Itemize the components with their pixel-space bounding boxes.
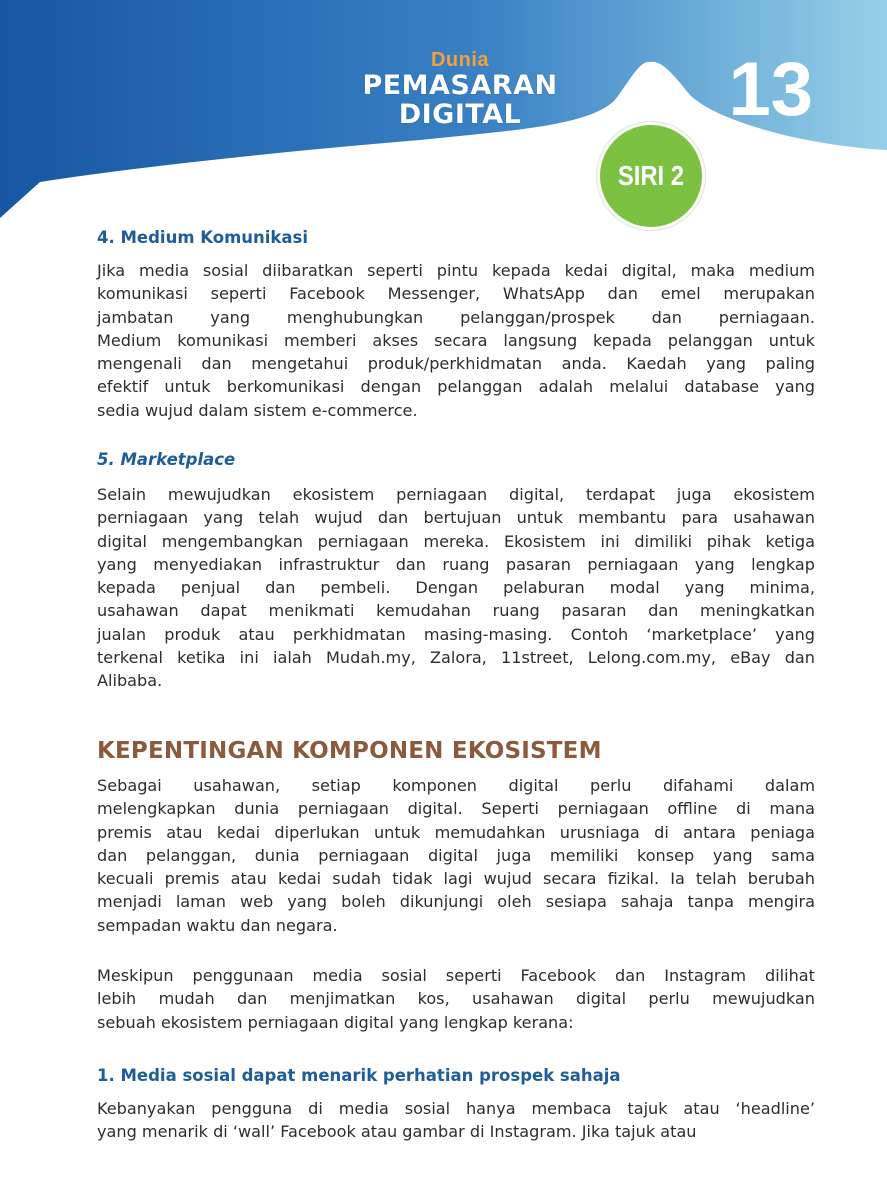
text-line: Sebagai usahawan, setiap komponen digital perlu difahami dalam [97, 776, 815, 795]
paragraph-medium-komunikasi [97, 259, 815, 422]
paragraph-media-sosial [97, 1097, 815, 1144]
series-badge [597, 122, 705, 230]
brand-top-text: Dunia [430, 49, 490, 71]
text-line: Kebanyakan pengguna di media sosial hanya membaca tajuk atau ‘headline’ [97, 1099, 815, 1118]
paragraph-marketplace [97, 483, 815, 693]
text-line: sedia wujud dalam sistem e-commerce. [97, 400, 418, 420]
text-line: Medium komunikasi memberi akses secara langsung kepada pelanggan untuk [97, 330, 815, 350]
paragraph-kepentingan-1 [97, 774, 815, 937]
text-line: perniagaan yang telah wujud dan bertujuan untuk membantu para usahawan [97, 508, 815, 528]
text-line: digital mengembangkan perniagaan mereka. Ekosistem ini dimiliki pihak ketiga [97, 531, 815, 551]
text-line: Meskipun penggunaan media sosial seperti Facebook dan Instagram dilihat [97, 966, 815, 985]
section-heading-medium-komunikasi: 4. Medium Komunikasi [97, 228, 309, 247]
main-section-title: KEPENTINGAN KOMPONEN EKOSISTEM [97, 738, 602, 764]
point-heading-media-sosial: 1. Media sosial dapat menarik perhatian prospek sahaja [97, 1066, 621, 1085]
text-line: komunikasi seperti Facebook Messenger, WhatsApp dan emel merupakan [97, 284, 815, 304]
text-line: mengenali dan mengetahui produk/perkhidmatan anda. Kaedah yang paling [97, 354, 815, 374]
paragraph-kepentingan-2 [97, 964, 815, 1034]
series-badge-label: SIRI 2 [617, 160, 685, 191]
section-heading-marketplace: 5. Marketplace [97, 450, 236, 469]
text-line: premis atau kedai diperlukan untuk memudahkan urusniaga di antara peniaga [97, 822, 815, 842]
brand-logo [350, 50, 570, 128]
text-line: kepada penjual dan pembeli. Dengan pelaburan modal yang minima, [97, 578, 815, 598]
text-line: yang menyediakan infrastruktur dan ruang pasaran perniagaan yang lengkap [97, 554, 815, 574]
text-line: lebih mudah dan menjimatkan kos, usahawan digital perlu mewujudkan [97, 989, 815, 1009]
text-line: kecuali premis atau kedai sudah tidak lagi wujud secara fizikal. Ia telah berubah [97, 869, 815, 889]
text-line: jualan produk atau perkhidmatan masing-masing. Contoh ‘marketplace’ yang [97, 624, 815, 644]
brand-line-2: DIGITAL [398, 99, 522, 130]
text-line: jambatan yang menghubungkan pelanggan/prospek dan perniagaan. [97, 307, 815, 327]
page-number: 13 [728, 47, 813, 132]
text-line: dan pelanggan, dunia perniagaan digital juga memiliki konsep yang sama [97, 845, 815, 865]
text-line: efektif untuk berkomunikasi dengan pelanggan adalah melalui database yang [97, 377, 815, 397]
text-line: menjadi laman web yang boleh dikunjungi oleh sesiapa sahaja tanpa mengira [97, 892, 815, 912]
text-line: Jika media sosial diibaratkan seperti pintu kepada kedai digital, maka medium [97, 261, 815, 280]
text-line: melengkapkan dunia perniagaan digital. Seperti perniagaan offline di mana [97, 799, 815, 819]
text-line: Alibaba. [97, 671, 163, 691]
text-line: sebuah ekosistem perniagaan digital yang lengkap kerana: [97, 1012, 574, 1032]
text-line: sempadan waktu dan negara. [97, 915, 338, 935]
text-line: yang menarik di ‘wall’ Facebook atau gambar di Instagram. Jika tajuk atau [97, 1122, 697, 1142]
text-line: Selain mewujudkan ekosistem perniagaan digital, terdapat juga ekosistem [97, 485, 815, 504]
brand-line-1: PEMASARAN [362, 70, 558, 101]
text-line: terkenal ketika ini ialah Mudah.my, Zalora, 11street, Lelong.com.my, eBay dan [97, 648, 815, 668]
text-line: usahawan dapat menikmati kemudahan ruang pasaran dan meningkatkan [97, 601, 815, 621]
